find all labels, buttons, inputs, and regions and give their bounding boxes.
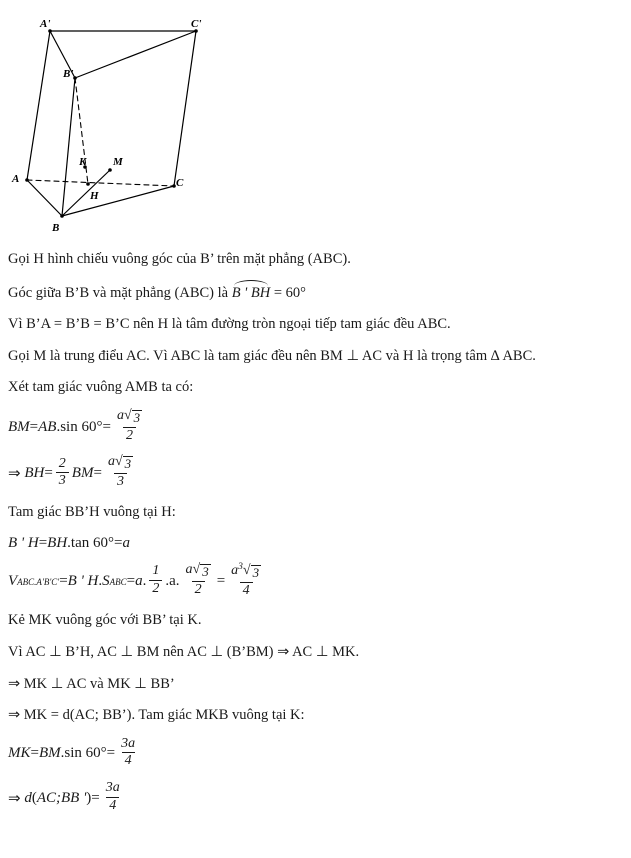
eq6-f-den: 4: [106, 797, 119, 814]
eq3-eq2: =: [114, 534, 123, 551]
eq1-rhs-a: AB: [38, 418, 57, 435]
eq3-eq: =: [38, 534, 48, 551]
equation-distance: [8, 782, 623, 814]
eq2-f2-num: [105, 455, 136, 473]
figure-label-A: A: [12, 173, 20, 185]
eq6-args: AC;BB ': [36, 789, 87, 806]
eq6-f-num: 3a: [105, 780, 120, 796]
eq1-frac-den: 2: [123, 427, 136, 444]
eq5-rhs: BM: [38, 745, 61, 762]
geometry-figure: [0, 0, 631, 250]
eq4-f1-den: 2: [149, 580, 162, 597]
radicand: 3: [202, 564, 209, 580]
eq4-f2-num-a: a: [185, 562, 193, 578]
eq4-dot1: .: [98, 573, 103, 590]
eq4-t2: S: [102, 573, 110, 590]
solution-line-2-post: = 60°: [270, 284, 306, 301]
solution-line-10: ⇒ MK = d(AC; BB’). Tam giác MKB vuông tại K:: [8, 707, 305, 724]
angle-notation: B ' BH: [232, 282, 271, 304]
sqrt-3: [243, 564, 261, 581]
eq5-fraction: [118, 737, 138, 769]
sqrt-3: [193, 563, 211, 580]
figure-label-K: K: [79, 156, 87, 168]
equation-BH: [8, 456, 623, 491]
radicand: 3: [133, 409, 141, 425]
eq4-f3-num: [228, 563, 264, 582]
solution-line-7: Kẻ MK vuông góc với BB’ tại K.: [8, 612, 202, 629]
figure-label-C: C: [176, 177, 184, 189]
eq2-eq2: =: [93, 465, 102, 482]
eq4-f3-num-a: a: [231, 562, 239, 578]
solution-line-1: Gọi H hình chiếu vuông góc của B’ trên mặt phẳng (ABC).: [8, 251, 351, 267]
eq4-V: V: [8, 573, 18, 590]
eq2-eq1: =: [44, 465, 53, 482]
eq5-f-den: 4: [122, 752, 135, 769]
eq1-dot: .: [56, 418, 61, 435]
eq4-t3: a: [135, 573, 143, 590]
eq4-f1-num: 1: [152, 563, 160, 579]
solution-line-3: Vì B’A = B’B = B’C nên H là tâm đường tròn ngoại tiếp tam giác đều ABC.: [8, 316, 451, 333]
figure-label-A-prime: A': [40, 18, 51, 30]
eq4-eq3: =: [216, 573, 226, 590]
eq6-eq: =: [91, 789, 100, 806]
radical-sign: √: [242, 562, 251, 578]
figure-label-B-prime: B': [63, 68, 74, 80]
eq6-fraction: [103, 781, 123, 813]
eq4-t2-subscript: ABC: [109, 576, 127, 587]
prism-diagram: [0, 0, 631, 250]
eq2-lhs: BH: [24, 465, 45, 482]
eq2-fraction-1: [56, 457, 69, 489]
eq3-dot: .: [67, 534, 71, 551]
figure-label-M: M: [113, 156, 123, 168]
eq1-sin: sin 60°: [60, 418, 103, 435]
eq3-res: a: [122, 534, 130, 551]
eq1-eq: =: [102, 418, 111, 435]
figure-label-C-prime: C': [191, 18, 202, 30]
eq4-eq: =: [59, 573, 68, 590]
eq2-f2-den: 3: [114, 473, 127, 490]
eq3-rhs: BH: [47, 534, 68, 551]
eq2-f1-den: 3: [56, 472, 69, 489]
eq5-lhs: MK: [8, 745, 31, 762]
eq5-eq2: =: [106, 745, 116, 762]
eq4-dot2: .: [142, 573, 147, 590]
equation-MK: [8, 735, 623, 770]
eq4-f3-den: 4: [240, 582, 253, 599]
solution-line-9: ⇒ MK ⊥ AC và MK ⊥ BB’: [8, 675, 175, 692]
eq2-mid: BM: [71, 465, 94, 482]
eq5-eq: =: [30, 745, 39, 762]
eq2-arrow: ⇒: [8, 466, 21, 483]
eq4-t1: B ' H: [67, 573, 99, 590]
eq4-f2-den: 2: [192, 581, 205, 598]
solution-body: [0, 250, 631, 814]
solution-line-8: Vì AC ⊥ B’H, AC ⊥ BM nên AC ⊥ (B’BM) ⇒ AC ⊥ MK.: [8, 644, 360, 661]
eq5-dot: .: [60, 745, 65, 762]
eq1-lhs: BM: [8, 418, 30, 435]
radical-sign: √: [114, 454, 123, 470]
figure-label-B: B: [52, 222, 60, 234]
eq1-frac-num-a: a: [116, 407, 124, 423]
equation-BprimeH: [8, 535, 623, 552]
eq6-d: d: [24, 789, 32, 806]
radicand: 3: [252, 564, 260, 580]
eq4-fraction-3: [228, 563, 264, 599]
eq5-sin: sin 60°: [64, 745, 107, 762]
equation-BM: [8, 407, 623, 445]
solution-line-2-pre: Góc giữa B’B và mặt phẳng (ABC) là: [8, 284, 232, 301]
eq2-f2-num-a: a: [107, 454, 115, 470]
sqrt-3: [115, 455, 133, 472]
eq4-dot3: .a.: [165, 573, 180, 590]
eq2-f1-num: 2: [58, 455, 66, 471]
eq4-f3-num-exponent: 3: [238, 561, 243, 572]
eq3-tan: tan 60°: [70, 534, 114, 551]
solution-line-2: [8, 282, 623, 304]
eq1-op: =: [29, 418, 39, 435]
eq4-V-subscript: ABC.A'B'C': [17, 576, 60, 587]
eq4-fraction-2: [183, 563, 214, 598]
equation-volume: [8, 561, 623, 600]
eq6-open-paren: (: [31, 789, 37, 806]
figure-label-H: H: [90, 190, 99, 202]
radical-sign: √: [123, 407, 132, 423]
solution-line-4: Gọi M là trung điểu AC. Vì ABC là tam giác đều nên BM ⊥ AC và H là trọng tâm ∆ ABC.: [8, 347, 536, 364]
eq6-close-paren: ): [86, 789, 92, 806]
radicand: 3: [124, 456, 132, 472]
eq5-f-num: 3a: [121, 735, 136, 751]
eq1-frac-num: [114, 409, 145, 427]
eq1-fraction: [114, 409, 145, 444]
solution-line-6: Tam giác BB’H vuông tại H:: [8, 504, 176, 521]
eq4-f2-num: [183, 563, 214, 581]
solution-line-5: Xét tam giác vuông AMB ta có:: [8, 379, 194, 396]
eq6-arrow: ⇒: [8, 790, 21, 807]
eq3-lhs: B ' H: [8, 534, 39, 551]
sqrt-3: [124, 409, 142, 426]
eq4-eq2: =: [126, 573, 136, 590]
radical-sign: √: [192, 562, 201, 578]
eq4-fraction-half: [149, 564, 162, 596]
eq2-fraction-2: [105, 455, 136, 490]
